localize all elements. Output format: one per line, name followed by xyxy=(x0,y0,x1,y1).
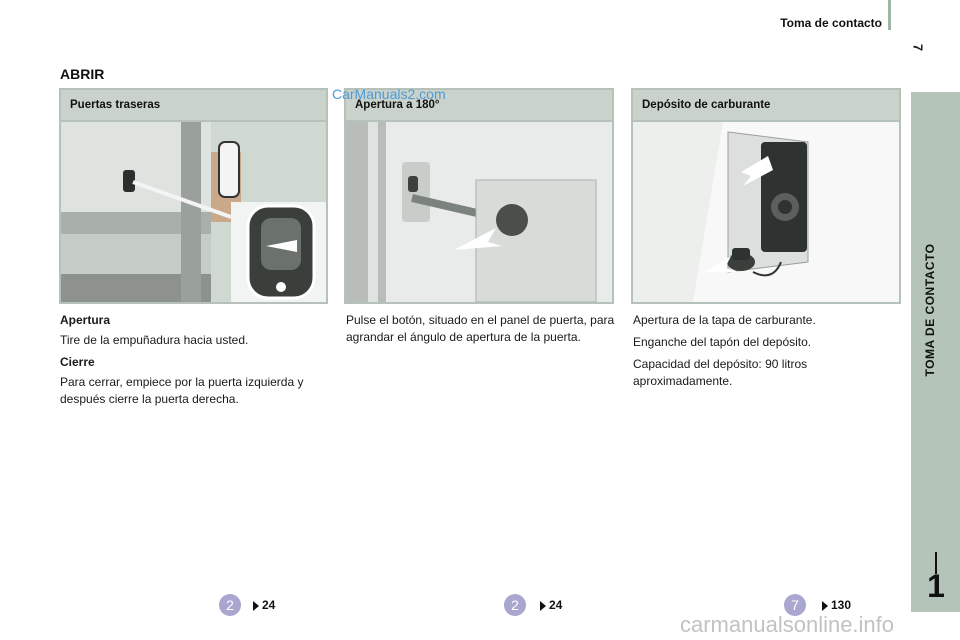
rear-doors-text xyxy=(60,312,330,413)
chapter-ref-badge[interactable]: 2 xyxy=(219,594,241,616)
panel-180-opening xyxy=(344,88,614,304)
fuel-tank-text xyxy=(633,312,903,395)
panel-fuel-tank xyxy=(631,88,901,304)
paragraph: Apertura de la tapa de carburante. xyxy=(633,313,816,327)
page-ref-link[interactable]: 24 xyxy=(549,598,563,612)
paragraph-bold: Cierre xyxy=(60,355,95,369)
paragraph: Capacidad del depósito: 90 litros aproximadamente. xyxy=(633,357,808,388)
panel-heading: Depósito de carburante xyxy=(633,90,899,122)
page-number: 7 xyxy=(910,43,926,52)
panel-heading: Puertas traseras xyxy=(61,90,326,122)
section-title: ABRIR xyxy=(60,66,105,82)
fuel-cap-illustration xyxy=(633,122,899,302)
opening-180-text xyxy=(346,312,618,351)
paragraph-bold: Apertura xyxy=(60,313,111,327)
paragraph: Para cerrar, empiece por la puerta izquierda y después cierre la puerta derecha. xyxy=(60,375,304,406)
arrow-right-icon xyxy=(540,601,546,611)
rear-door-handle-illustration xyxy=(61,122,326,302)
footer-watermark: carmanualsonline.info xyxy=(680,612,895,637)
paragraph: Enganche del tapón del depósito. xyxy=(633,335,812,349)
page-ref-link[interactable]: 130 xyxy=(831,598,852,612)
page-ref-link[interactable]: 24 xyxy=(262,598,276,612)
chapter-ref-badge[interactable]: 2 xyxy=(504,594,526,616)
running-header-title: Toma de contacto xyxy=(780,16,882,30)
paragraph: Tire de la empuñadura hacia usted. xyxy=(60,333,249,347)
chapter-ref-badge[interactable]: 7 xyxy=(784,594,806,616)
arrow-right-icon xyxy=(822,601,828,611)
panel-rear-doors xyxy=(59,88,328,304)
watermark-top: CarManuals2.com xyxy=(332,86,446,102)
chapter-number: 1 xyxy=(927,568,945,604)
panel-heading: Apertura a 180° xyxy=(346,90,612,122)
paragraph: Pulse el botón, situado en el panel de puerta, para agrandar el ángulo de apertura de la puerta. xyxy=(346,313,615,344)
chapter-tab-label: TOMA DE CONTACTO xyxy=(923,243,937,377)
door-hinge-button-illustration xyxy=(346,122,612,302)
header-divider xyxy=(888,0,891,30)
arrow-right-icon xyxy=(253,601,259,611)
